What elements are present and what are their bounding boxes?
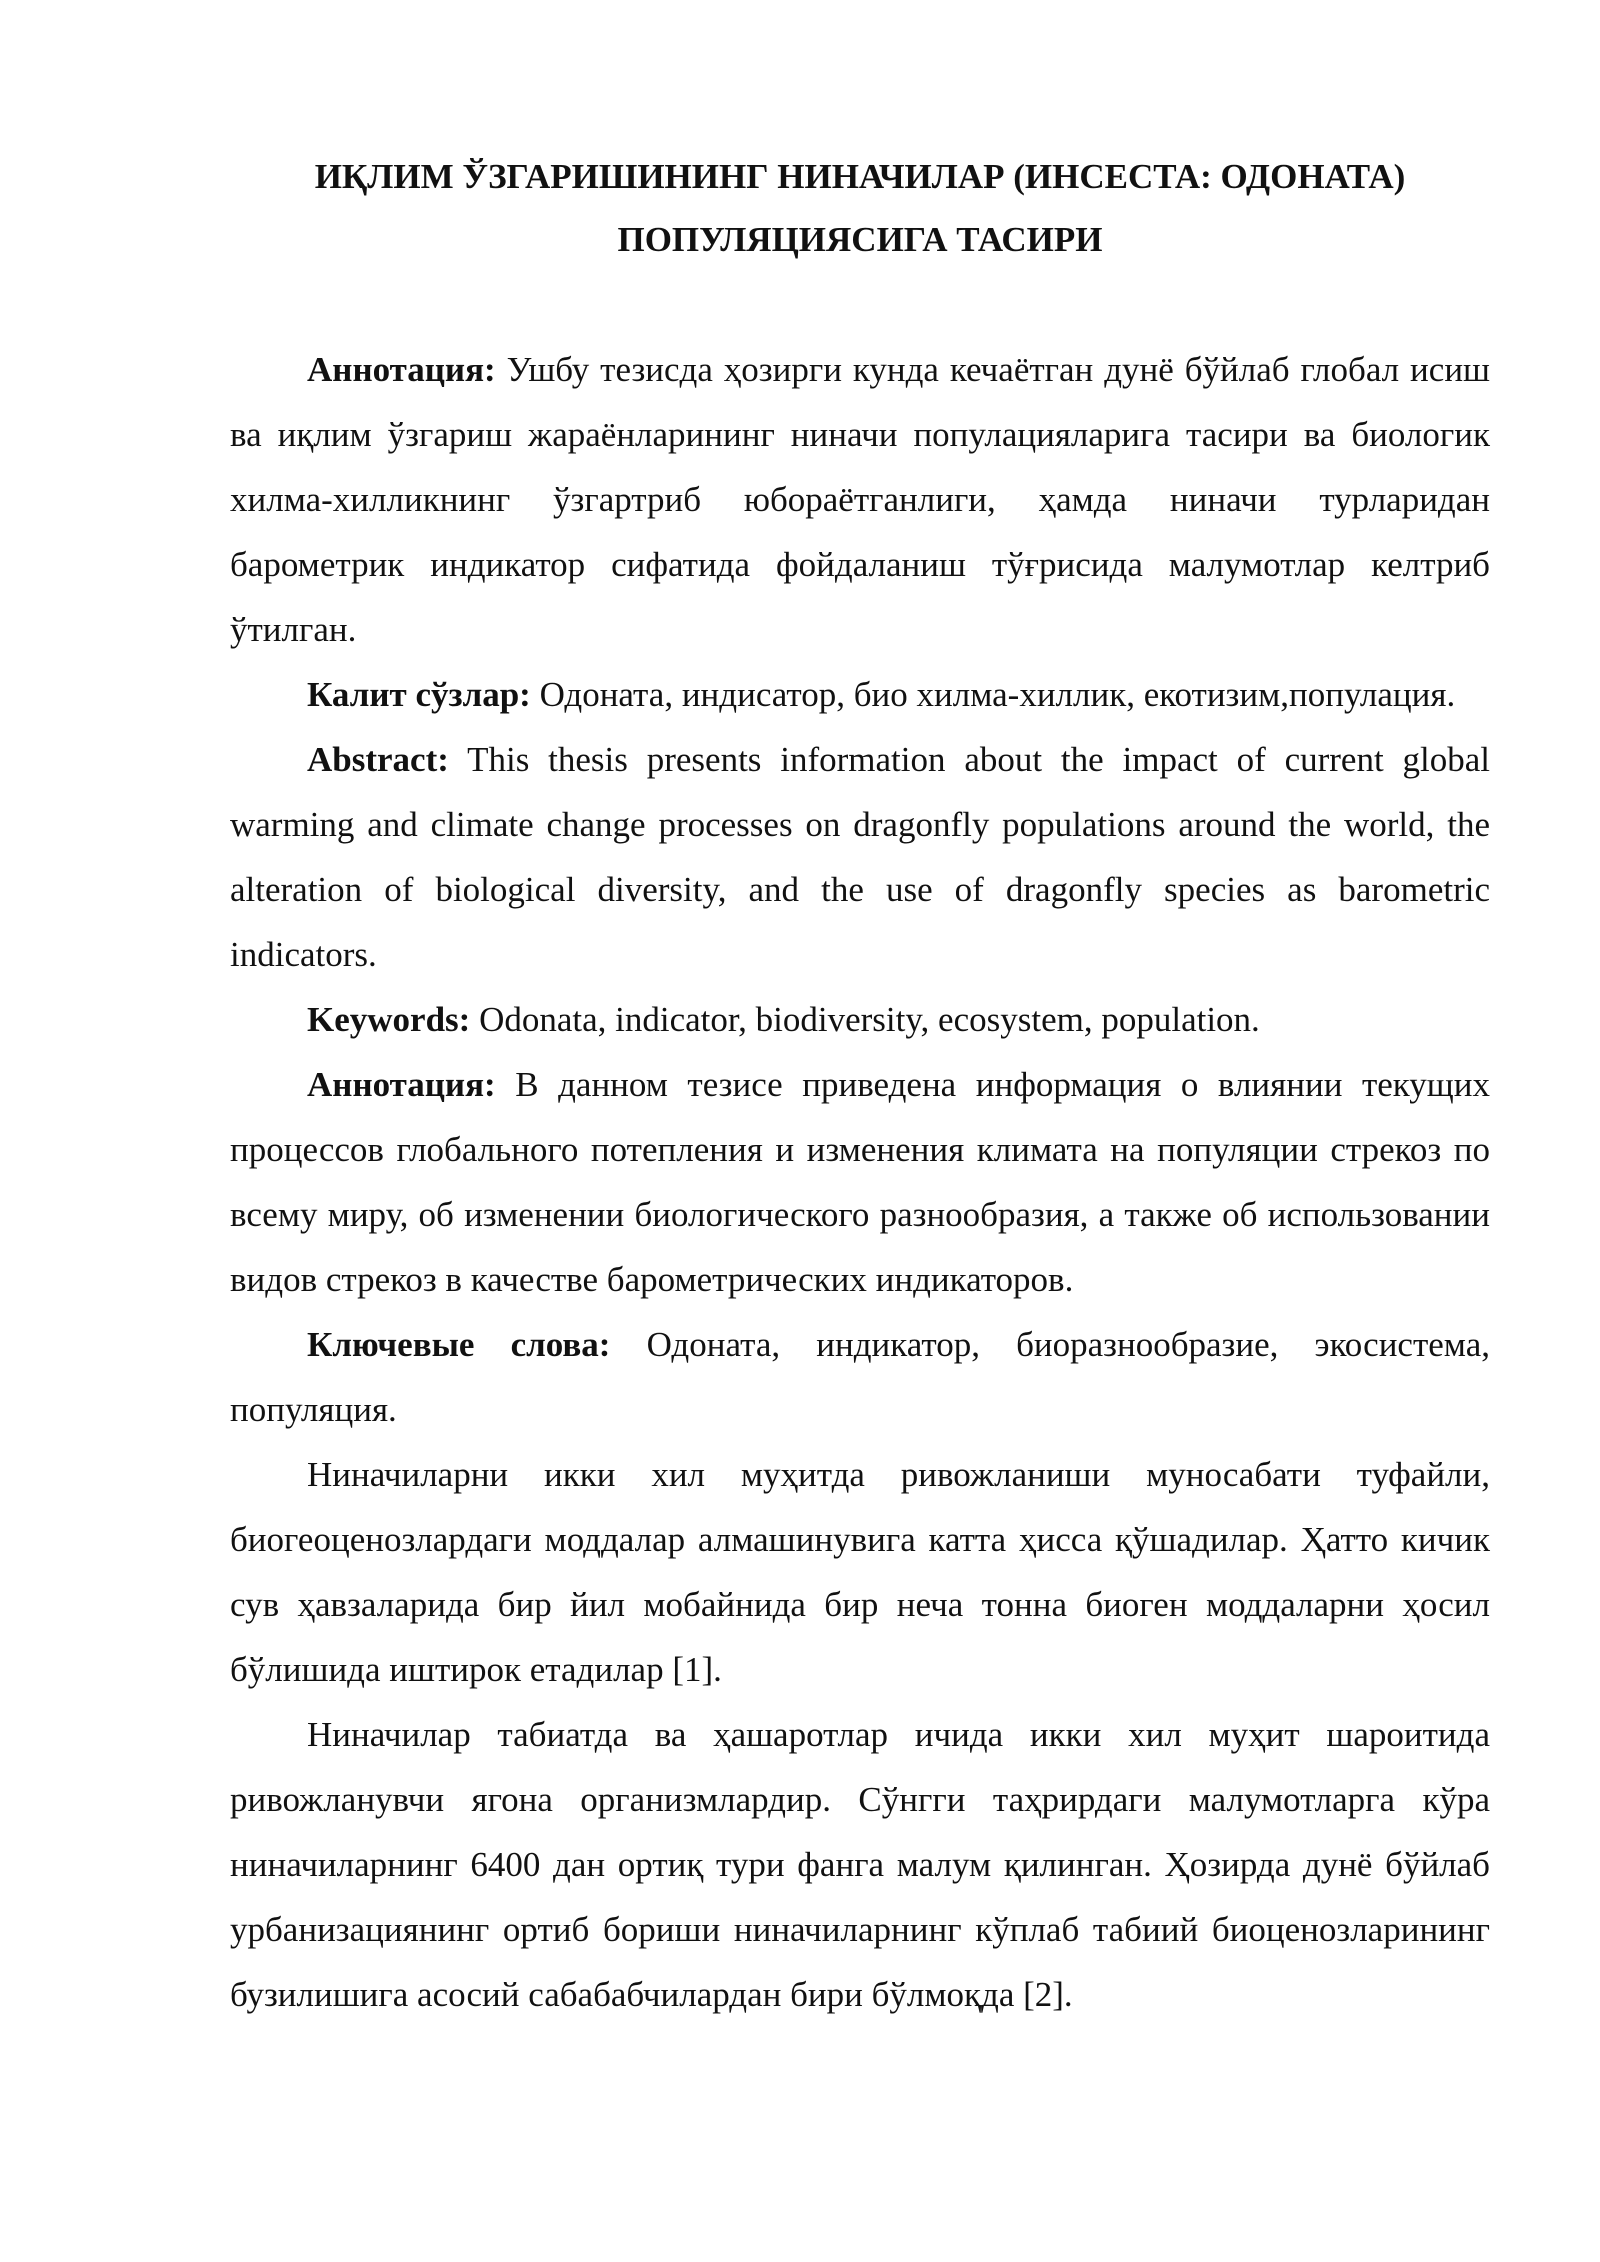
paragraph-label: Аннотация: bbox=[307, 1065, 496, 1104]
title-line-1: ИҚЛИМ ЎЗГАРИШИНИНГ НИНАЧИЛАР (ИНСЕСТА: ОДОНАТА) bbox=[314, 157, 1406, 196]
annotation-uz bbox=[230, 337, 1490, 662]
keywords-uz bbox=[230, 662, 1490, 727]
document-body bbox=[230, 337, 1490, 2027]
abstract-en bbox=[230, 727, 1490, 987]
title-line-2: ПОПУЛЯЦИЯСИГА ТАСИРИ bbox=[617, 220, 1103, 259]
document-title bbox=[230, 145, 1490, 271]
paragraph-text: Ниначиларни икки хил муҳитда ривожланиши муносабати туфайли, биогеоценозлардаги моддалар алмашинувига катта ҳисса қўшадилар. Ҳатто кичик сув ҳавзаларида бир йил мобайнида бир неча тонна биоген моддаларни ҳосил бўлишида иштирок етадилар [1]. bbox=[230, 1455, 1490, 1689]
paragraph-label: Аннотация: bbox=[307, 350, 496, 389]
paragraph-label: Ключевые слова: bbox=[307, 1325, 611, 1364]
paragraph-label: Калит сўзлар: bbox=[307, 675, 531, 714]
paragraph-text: Одоната, индикатор, биоразнообразие, экосистема, популяция. bbox=[230, 1325, 1490, 1429]
paragraph-label: Keywords: bbox=[307, 1000, 471, 1039]
paragraph-text: Ушбу тезисда ҳозирги кунда кечаётган дунё бўйлаб глобал исиш ва иқлим ўзгариш жараёнларининг ниначи популацияларига тасири ва биологик хилма-хилликнинг ўзгартриб юбораётганлиги, ҳамда ниначи турларидан барометрик индикатор сифатида фойдаланиш тўғрисида малумотлар келтриб ўтилган. bbox=[230, 350, 1490, 649]
paragraph-label: Abstract: bbox=[307, 740, 449, 779]
paragraph-text: В данном тезисе приведена информация о влиянии текущих процессов глобального потепления и изменения климата на популяции стрекоз по всему миру, об изменении биологического разнообразия, а также об использовании видов стрекоз в качестве барометрических индикаторов. bbox=[230, 1065, 1490, 1299]
keywords-ru bbox=[230, 1312, 1490, 1442]
body-paragraph-1 bbox=[230, 1442, 1490, 1702]
paragraph-text: This thesis presents information about the impact of current global warming and climate change processes on dragonfly populations around the world, the alteration of biological diversity, and the use of dragonfly species as barometric indicators. bbox=[230, 740, 1490, 974]
keywords-en bbox=[230, 987, 1490, 1052]
paragraph-text: Одоната, индисатор, био хилма-хиллик, екотизим,популация. bbox=[530, 675, 1456, 714]
body-paragraph-2 bbox=[230, 1702, 1490, 2027]
paragraph-text: Odonata, indicator, biodiversity, ecosystem, population. bbox=[470, 1000, 1260, 1039]
annotation-ru bbox=[230, 1052, 1490, 1312]
paragraph-text: Ниначилар табиатда ва ҳашаротлар ичида икки хил муҳит шароитида ривожланувчи ягона организмлардир. Сўнгги таҳрирдаги малумотларга кўра ниначиларнинг 6400 дан ортиқ тури фанга малум қилинган. Ҳозирда дунё бўйлаб урбанизациянинг ортиб бориши ниначиларнинг кўплаб табиий биоценозларининг бузилишига асосий сабабабчилардан бири бўлмоқда [2]. bbox=[230, 1715, 1490, 2014]
